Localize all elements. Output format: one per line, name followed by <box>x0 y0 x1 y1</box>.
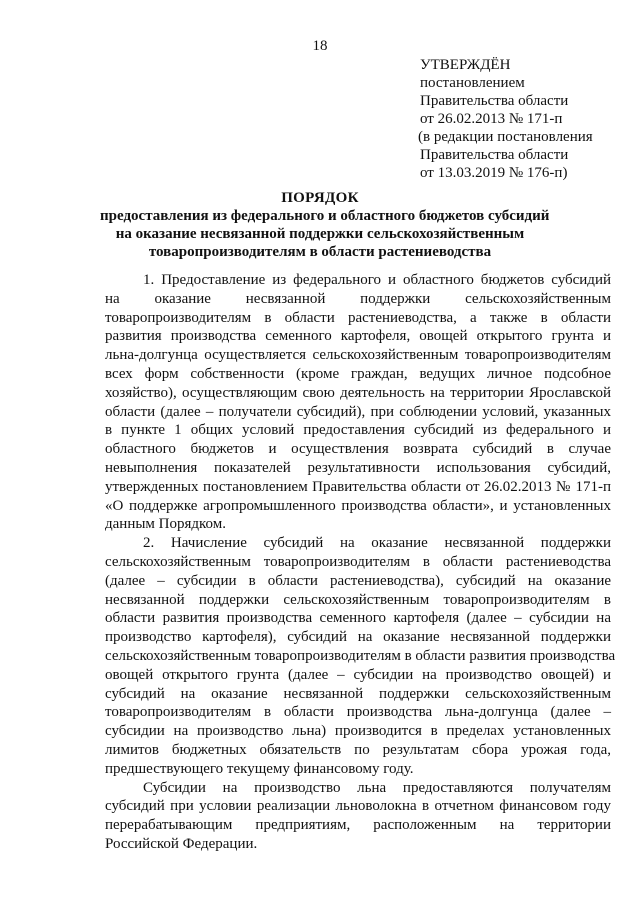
text-line: утвержденных постановлением Правительства области от 26.02.2013 № 171-п <box>105 478 611 495</box>
text-line: сельскохозяйственным товаропроизводителям в области растениеводства <box>105 553 611 570</box>
text-line: на оказание несвязанной поддержки сельскохозяйственным <box>105 290 611 307</box>
text-line: овощей открытого грунта (далее – субсидии на производство овощей) и <box>105 666 611 683</box>
paragraph-2 <box>105 534 616 778</box>
subtitle-line: товаропроизводителям в области растениеводства <box>148 244 492 260</box>
subtitle-line: на оказание несвязанной поддержки сельскохозяйственным <box>115 226 525 242</box>
text-line: области развития производства семенного картофеля (далее – субсидии на <box>105 610 611 627</box>
approval-line: постановлением <box>420 75 525 91</box>
text-line: областного бюджетов и осуществления возврата субсидий в случае <box>105 441 611 458</box>
text-line: льна-долгунца осуществляется сельскохозяйственным товаропроизводителям <box>105 347 611 364</box>
text-line: (далее – субсидии в области растениеводства), субсидий на оказание <box>105 572 611 589</box>
text-line: предшествующего текущему финансовому году. <box>105 760 414 777</box>
paragraph-3 <box>105 779 611 854</box>
document-body <box>105 271 616 854</box>
approval-line: УТВЕРЖДЁН <box>420 57 511 73</box>
approval-line: (в редакции постановления <box>418 129 593 145</box>
text-line: сельскохозяйственным товаропроизводителям в области развития производства <box>105 647 616 664</box>
approval-line: Правительства области <box>420 93 569 109</box>
text-line: лимитов бюджетных обязательств по результатам сбора урожая года, <box>105 741 611 758</box>
approval-line: Правительства области <box>420 147 569 163</box>
text-line: невыполнения показателей результативности использования субсидий, <box>105 459 611 476</box>
text-line: производство картофеля), субсидий на оказание несвязанной поддержки <box>105 629 611 646</box>
text-line: субсидий при условии реализации льноволокна в отчетном финансовом году <box>105 798 611 815</box>
text-line: области (далее – получатели субсидий), при соблюдении условий, указанных <box>105 403 611 420</box>
text-line: субсидий на оказание несвязанной поддержки сельскохозяйственным <box>105 685 611 702</box>
text-line: Субсидии на производство льна предоставляются получателям <box>143 779 611 796</box>
paragraph-1 <box>105 271 611 534</box>
document-title: ПОРЯДОК <box>281 190 359 206</box>
text-line: Российской Федерации. <box>105 835 258 852</box>
text-line: в пункте 1 общих условий предоставления субсидий из федерального и <box>105 422 611 439</box>
text-line: 2. Начисление субсидий на оказание несвязанной поддержки <box>143 535 611 552</box>
text-line: «О поддержке агропромышленного производства области», и установленных <box>105 497 611 514</box>
text-line: перерабатывающим предприятиям, расположенным на территории <box>105 817 611 834</box>
document-subtitle <box>100 207 550 261</box>
text-line: развития производства семенного картофеля, овощей открытого грунта и <box>105 328 611 345</box>
approval-line: от 26.02.2013 № 171-п <box>420 111 563 127</box>
text-line: всех форм собственности (кроме граждан, ведущих личное подсобное <box>105 365 611 382</box>
text-line: 1. Предоставление из федерального и областного бюджетов субсидий <box>143 272 611 288</box>
text-line: товаропроизводителям в области растениеводства, а также в области <box>105 309 611 326</box>
text-line: хозяйство), осуществляющим свою деятельность на территории Ярославской <box>105 384 611 401</box>
text-line: данным Порядком. <box>105 516 227 533</box>
approval-block <box>418 56 593 182</box>
page-number: 18 <box>312 38 328 54</box>
text-line: субсидии на производство льна) производится в пределах установленных <box>105 723 611 740</box>
text-line: несвязанной поддержки сельскохозяйственным товаропроизводителям в <box>105 591 611 608</box>
approval-line: от 13.03.2019 № 176-п) <box>420 165 568 181</box>
text-line: товаропроизводителям в области производства льна-долгунца (далее – <box>105 704 611 721</box>
subtitle-line: предоставления из федерального и областного бюджетов субсидий <box>100 208 550 224</box>
